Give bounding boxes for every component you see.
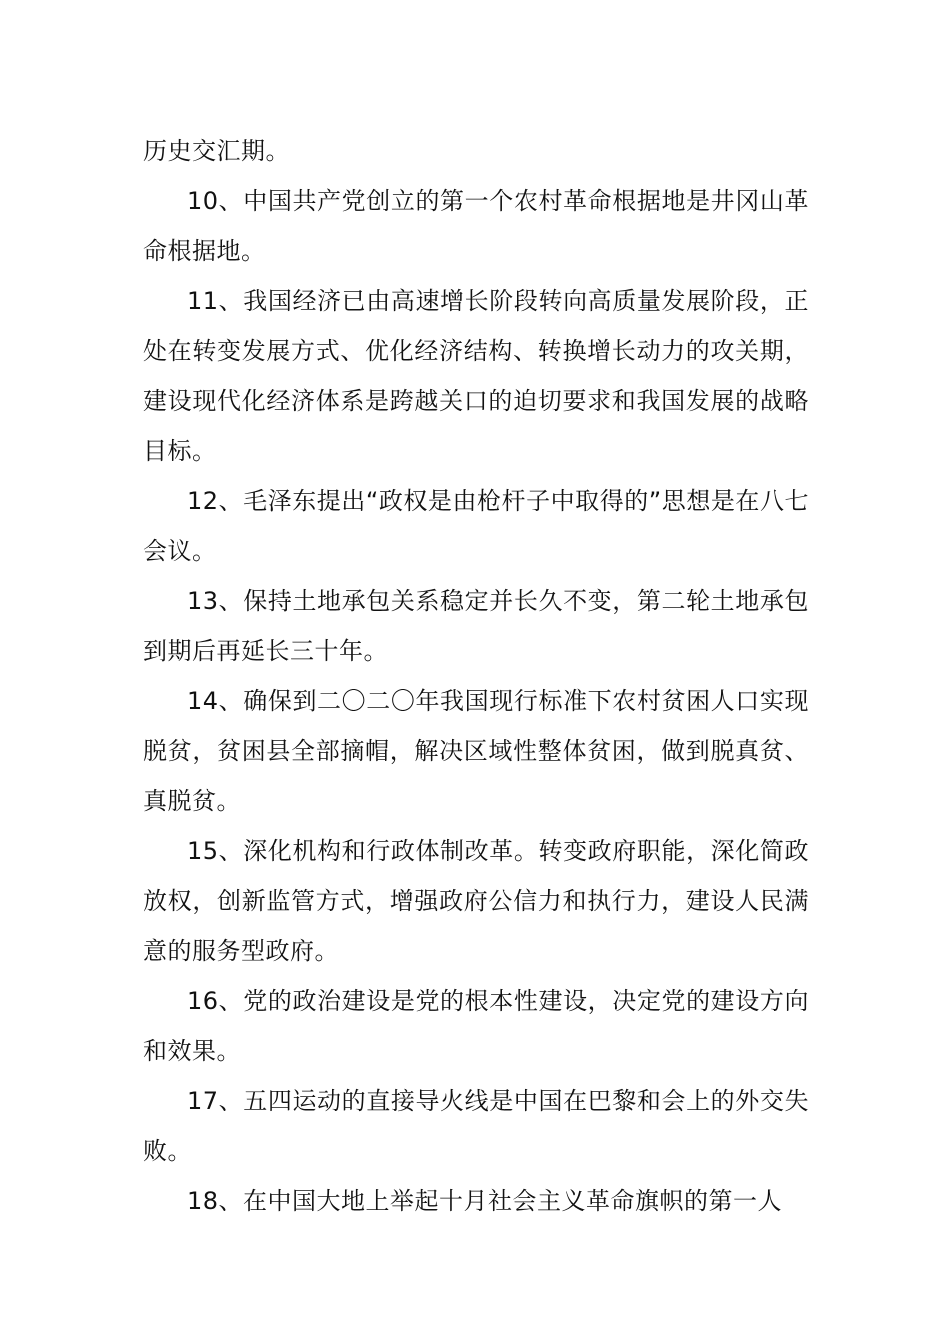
paragraph-item-16: 16、党的政治建设是党的根本性建设，决定党的建设方向和效果。 bbox=[143, 987, 809, 1065]
paragraph-continuation: 历史交汇期。 bbox=[143, 137, 290, 165]
paragraph-item-13: 13、保持土地承包关系稳定并长久不变，第二轮土地承包到期后再延长三十年。 bbox=[143, 587, 809, 665]
paragraph-item-18: 18、在中国大地上举起十月社会主义革命旗帜的第一人 bbox=[187, 1187, 783, 1215]
document-body bbox=[143, 126, 809, 1226]
paragraph-item-11: 11、我国经济已由高速增长阶段转向高质量发展阶段，正处在转变发展方式、优化经济结构、转换增长动力的攻关期，建设现代化经济体系是跨越关口的迫切要求和我国发展的战略目标。 bbox=[143, 287, 809, 465]
paragraph-item-17: 17、五四运动的直接导火线是中国在巴黎和会上的外交失败。 bbox=[143, 1087, 809, 1165]
paragraph-item-14: 14、确保到二〇二〇年我国现行标准下农村贫困人口实现脱贫，贫困县全部摘帽，解决区域性整体贫困，做到脱真贫、真脱贫。 bbox=[143, 687, 809, 815]
paragraph-item-15: 15、深化机构和行政体制改革。转变政府职能，深化简政放权，创新监管方式，增强政府公信力和执行力，建设人民满意的服务型政府。 bbox=[143, 837, 809, 965]
paragraph-item-12: 12、毛泽东提出“政权是由枪杆子中取得的”思想是在八七会议。 bbox=[143, 487, 809, 565]
paragraph-item-10: 10、中国共产党创立的第一个农村革命根据地是井冈山革命根据地。 bbox=[143, 187, 809, 265]
